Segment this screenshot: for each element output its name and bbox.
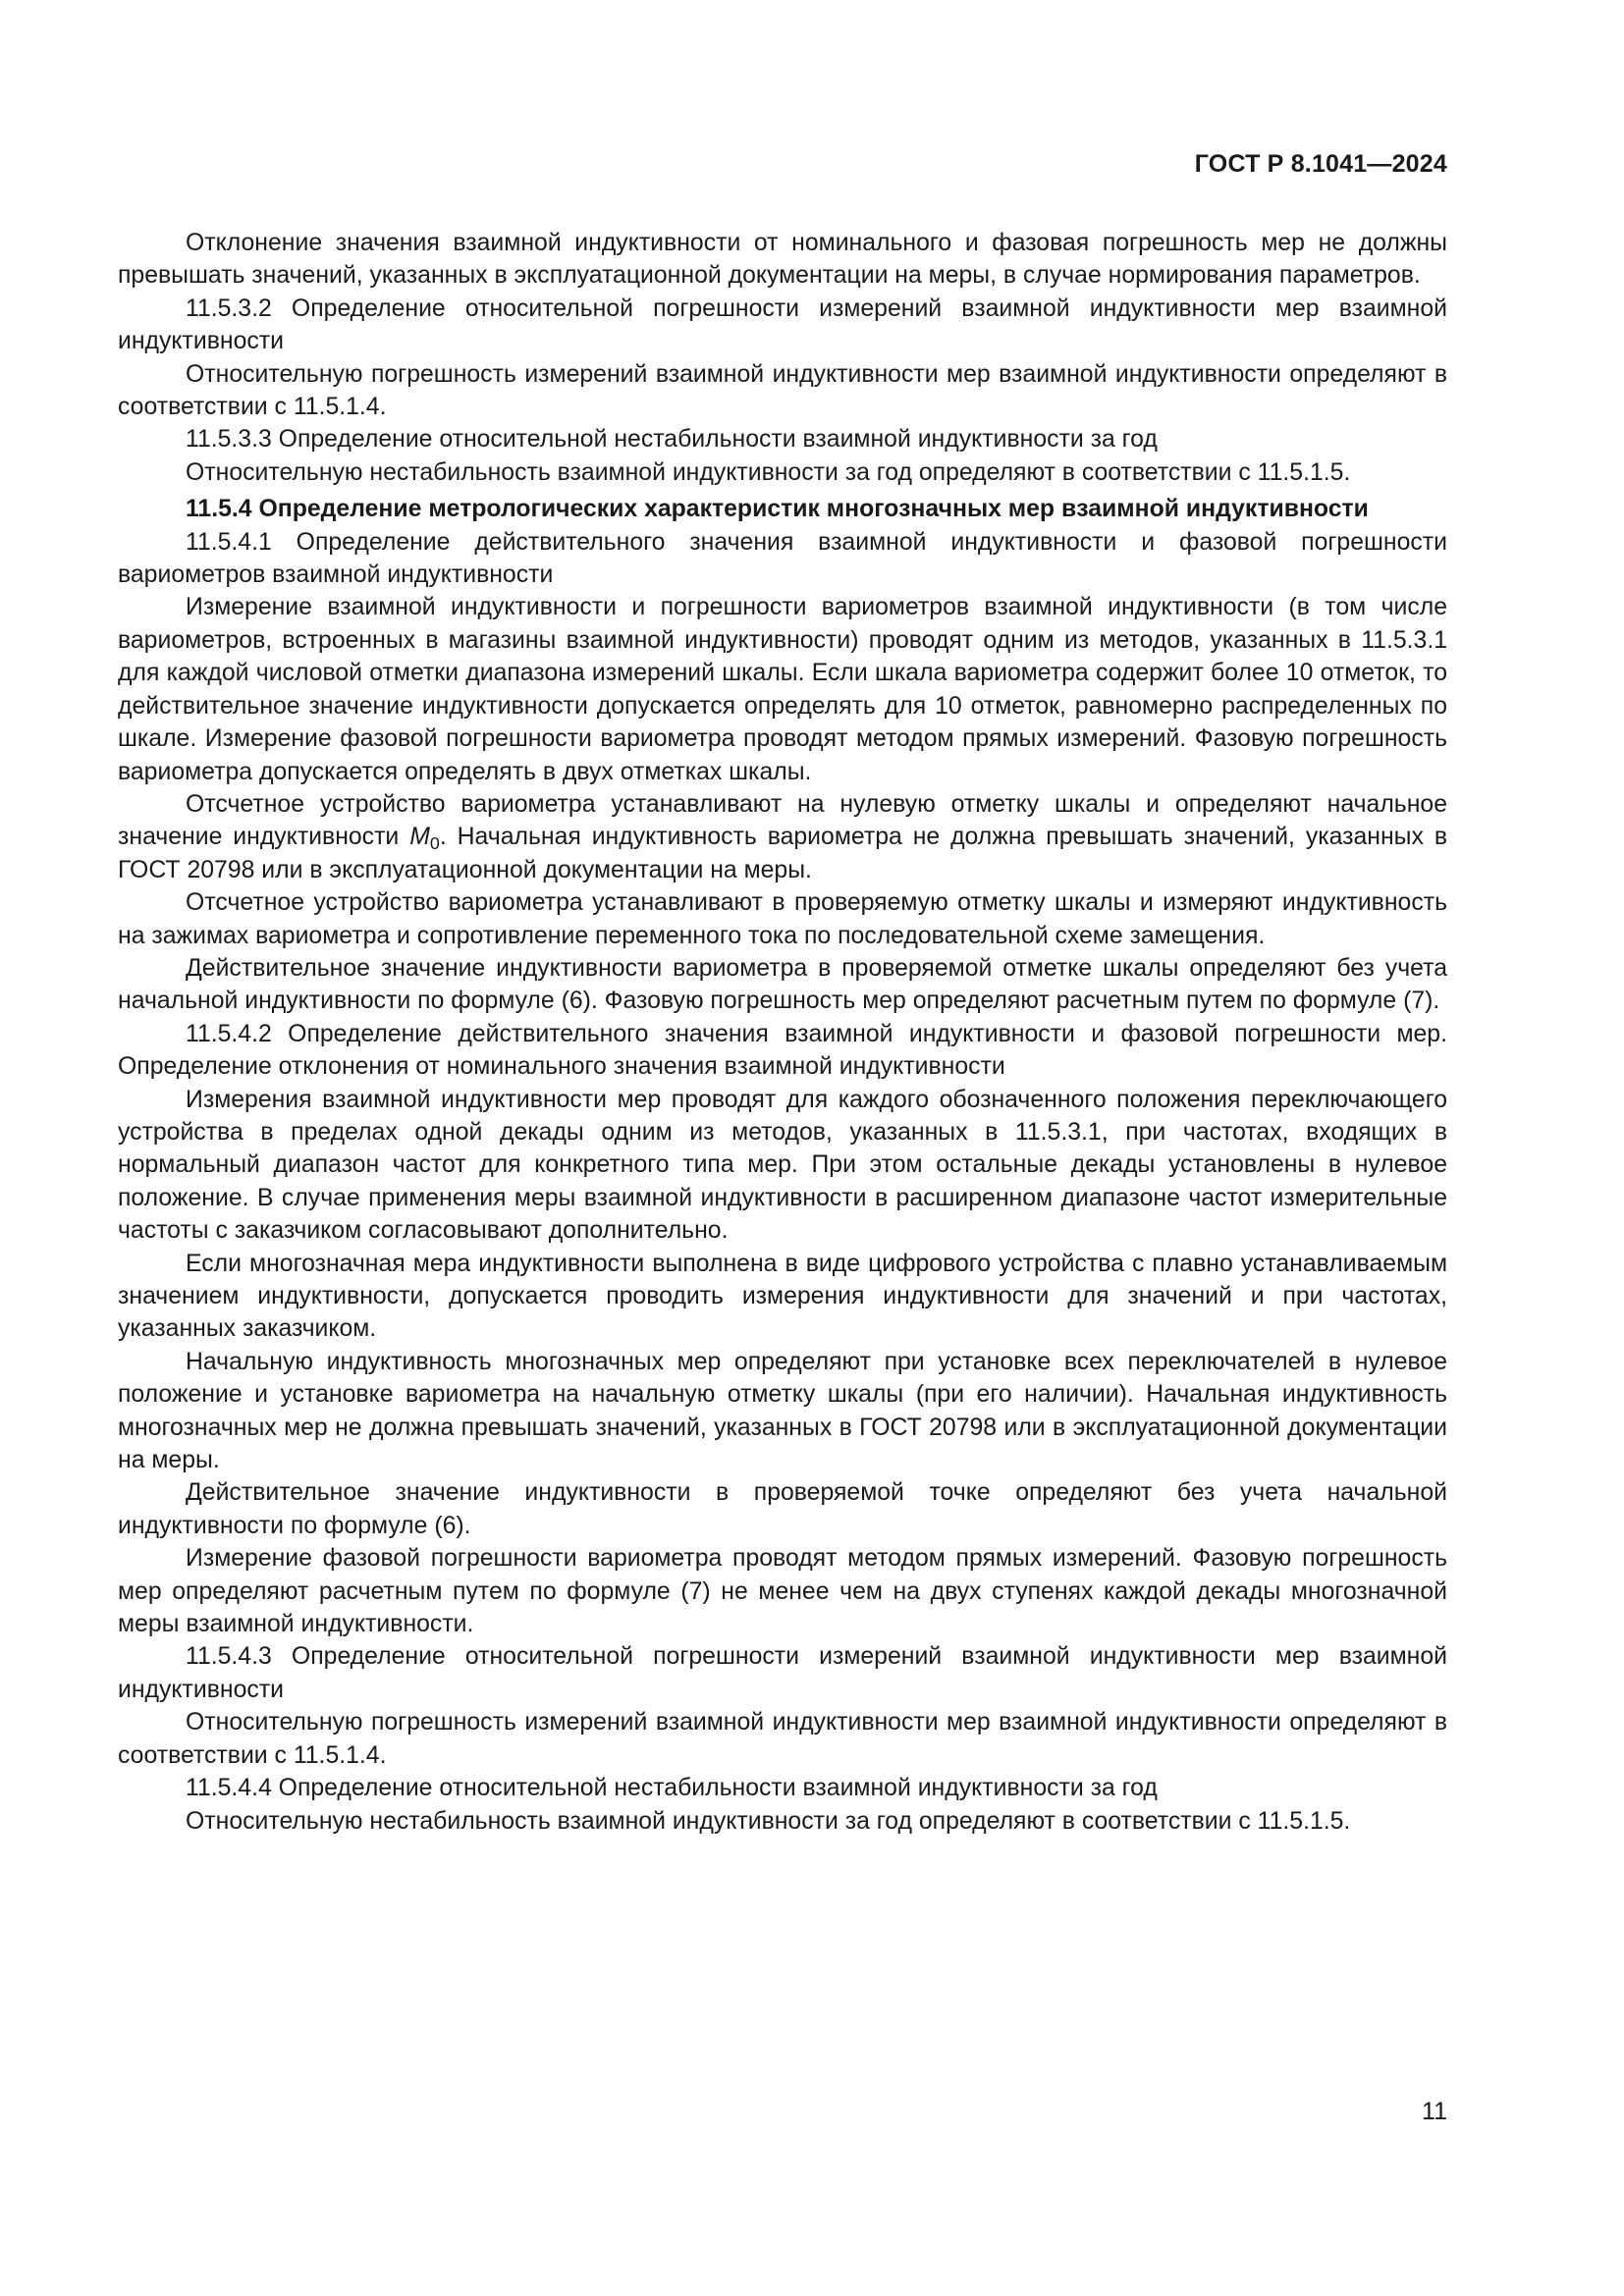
- subsection-heading-11-5-4-1: 11.5.4.1 Определение действительного значения взаимной индуктивности и фазовой погрешности вариометров взаимной индуктивности: [118, 528, 1447, 589]
- paragraph: Если многозначная мера индуктивности выполнена в виде цифрового устройства с плавно устанавливаемым значением индуктивности, допускается проводить измерения индуктивности для значений и при частотах, указанных заказчиком.: [118, 1250, 1447, 1343]
- paragraph: Измерение фазовой погрешности вариометра проводят методом прямых измерений. Фазовую погрешность мер определяют расчетным путем по формуле (7) не менее чем на двух ступенях каждой декады многозначной меры взаимной индуктивности.: [118, 1545, 1447, 1638]
- paragraph: Действительное значение индуктивности в проверяемой точке определяют без учета начальной индуктивности по формуле (6).: [118, 1479, 1447, 1539]
- subsection-heading-11-5-4-2: 11.5.4.2 Определение действительного значения взаимной индуктивности и фазовой погрешности мер. Определение отклонения от номинального значения взаимной индуктивности: [118, 1020, 1447, 1081]
- subsection-heading-11-5-4-4: 11.5.4.4 Определение относительной нестабильности взаимной индуктивности за год: [186, 1775, 1158, 1802]
- paragraph-text: Отсчетное устройство вариометра устанавливают на нулевую отметку шкалы и определяют начальное значение индуктивности: [118, 790, 1447, 851]
- paragraph-text: . Начальная индуктивность вариометра не должна превышать значений, указанных в ГОСТ 20798 или в эксплуатационной документации на меры.: [118, 824, 1447, 883]
- paragraph: Относительную погрешность измерений взаимной индуктивности мер взаимной индуктивности определяют в соответствии с 11.5.1.4.: [118, 1709, 1447, 1769]
- paragraph: Начальную индуктивность многозначных мер определяют при установке всех переключателей в нулевое положение и установке вариометра на начальную отметку шкалы (при его наличии). Начальная индуктивность многозначных мер не должна превышать значений, указанных в ГОСТ 20798 или в эксплуатационной документации на меры.: [118, 1348, 1447, 1474]
- paragraph: Относительную нестабильность взаимной индуктивности за год определяют в соответствии с 11.5.1.5.: [186, 458, 1351, 486]
- paragraph: Относительную погрешность измерений взаимной индуктивности мер взаимной индуктивности определяют в соответствии с 11.5.1.4.: [118, 360, 1447, 421]
- page-number: 11: [1422, 2098, 1447, 2125]
- section-heading-11-5-4: 11.5.4 Определение метрологических характеристик многозначных мер взаимной индуктивности: [186, 496, 1369, 523]
- paragraph: Измерение взаимной индуктивности и погрешности вариометров взаимной индуктивности (в том числе вариометров, встроенных в магазины взаимной индуктивности) проводят одним из методов, указанных в 11.5.3.1 для каждой числовой отметки диапазона измерений шкалы. Если шкала вариометра содержит более 10 отметок, то действительное значение индуктивности допускается определять для 10 отметок, равномерно распределенных по шкале. Измерение фазовой погрешности вариометра проводят методом прямых измерений. Фазовую погрешность вариометра допускается определять в двух отметках шкалы.: [118, 594, 1447, 785]
- variable-m: M: [409, 824, 430, 851]
- document-body: [118, 227, 1447, 1838]
- paragraph: Отсчетное устройство вариометра устанавливают в проверяемую отметку шкалы и измеряют индуктивность на зажимах вариометра и сопротивление переменного тока по последовательной схеме замещения.: [118, 889, 1447, 949]
- document-code-header: ГОСТ Р 8.1041—2024: [1194, 150, 1447, 178]
- subsection-heading-11-5-3-3: 11.5.3.3 Определение относительной нестабильности взаимной индуктивности за год: [186, 426, 1158, 454]
- paragraph: Отклонение значения взаимной индуктивности от номинального и фазовая погрешность мер не должны превышать значений, указанных в эксплуатационной документации на меры, в случае нормирования параметров.: [118, 230, 1447, 290]
- subsection-heading-11-5-4-3: 11.5.4.3 Определение относительной погрешности измерений взаимной индуктивности мер взаимной индуктивности: [118, 1643, 1447, 1703]
- paragraph-initial-inductance: [118, 788, 1447, 886]
- paragraph: Измерения взаимной индуктивности мер проводят для каждого обозначенного положения переключающего устройства в пределах одной декады одним из методов, указанных в 11.5.3.1, при частотах, входящих в нормальный диапазон частот для конкретного типа мер. При этом остальные декады установлены в нулевое положение. В случае применения меры взаимной индуктивности в расширенном диапазоне частот измерительные частоты с заказчиком согласовывают дополнительно.: [118, 1086, 1447, 1245]
- paragraph: Действительное значение индуктивности вариометра в проверяемой отметке шкалы определяют без учета начальной индуктивности по формуле (6). Фазовую погрешность мер определяют расчетным путем по формуле (7).: [118, 954, 1447, 1015]
- subsection-heading-11-5-3-2: 11.5.3.2 Определение относительной погрешности измерений взаимной индуктивности мер взаимной индуктивности: [118, 294, 1447, 355]
- variable-subscript: 0: [429, 833, 440, 854]
- paragraph: Относительную нестабильность взаимной индуктивности за год определяют в соответствии с 11.5.1.5.: [186, 1807, 1351, 1835]
